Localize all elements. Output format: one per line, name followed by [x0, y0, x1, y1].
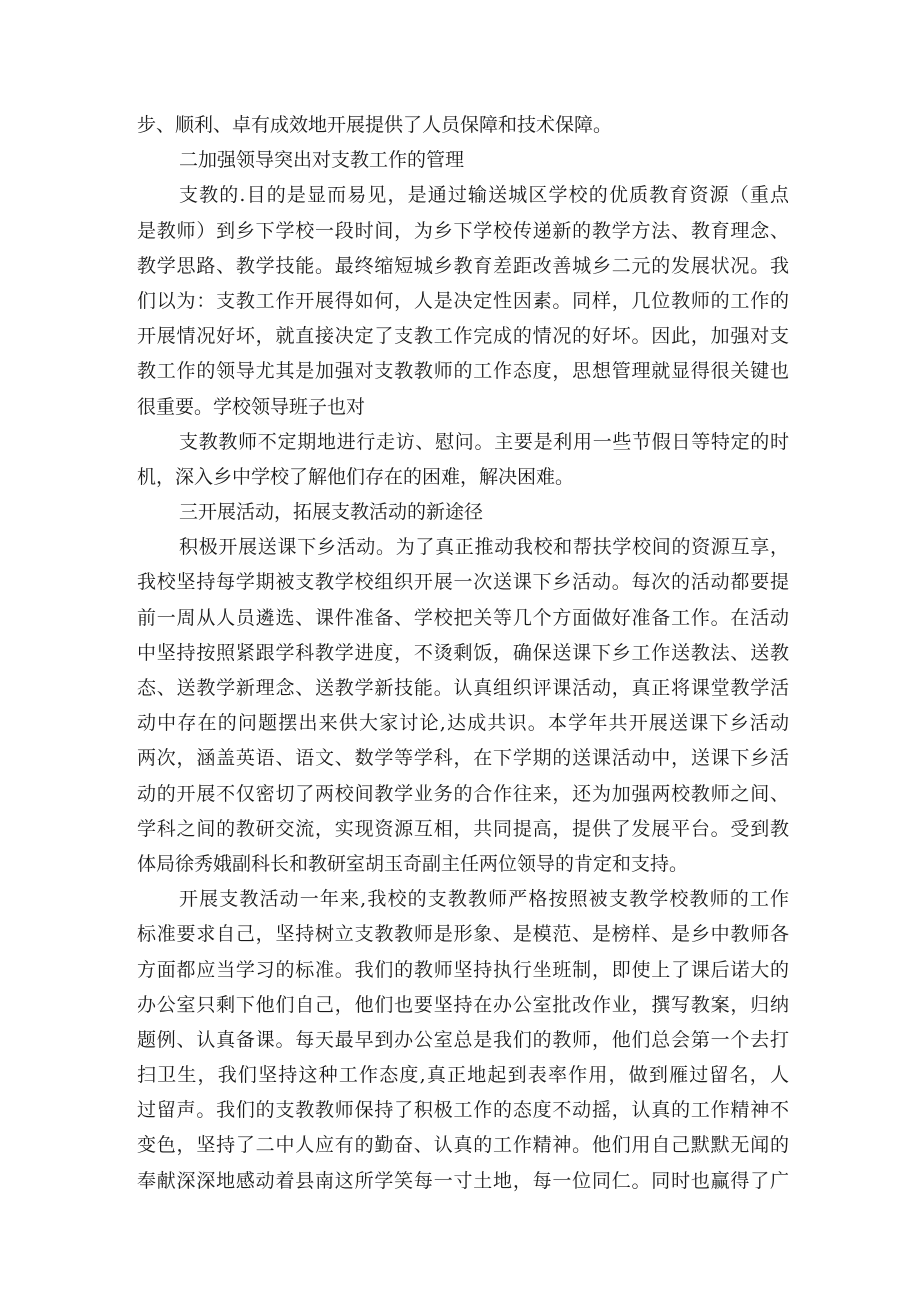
text-line: 机，深入乡中学校了解他们存在的困难，解决困难。: [137, 465, 575, 488]
text-line: 变色，坚持了二中人应有的勤奋、认真的工作精神。他们用自己默默无闻的: [137, 1134, 789, 1157]
text-line: 态、送教学新理念、送教学新技能。认真组织评课活动，真正将课堂教学活: [137, 677, 789, 699]
text-line: 很重要。学校领导班子也对: [137, 395, 366, 418]
document-body: [137, 108, 789, 1199]
text-line: 开展情况好坏，就直接决定了支教工作完成的情况的好坏。因此，加强对支: [137, 325, 789, 348]
text-line: 两次，涵盖英语、语文、数学等学科，在下学期的送课活动中，送课下乡活: [137, 747, 789, 770]
text-line: 教学思路、教学技能。最终缩短城乡教育差距改善城乡二元的发展状况。我: [137, 254, 789, 277]
text-line: 积极开展送课下乡活动。为了真正推动我校和帮扶学校间的资源互享，: [179, 536, 789, 559]
text-line: 方面都应当学习的标准。我们的教师坚持执行坐班制，即使上了课后诺大的: [137, 958, 789, 981]
text-line: 教工作的领导尤其是加强对支教教师的工作态度，思想管理就显得很关键也: [137, 360, 789, 383]
text-line: 支教的.目的是显而易见，是通过输送城区学校的优质教育资源（重点: [179, 184, 789, 207]
text-line: 们以为：支教工作开展得如何，人是决定性因素。同样，几位教师的工作的: [137, 289, 789, 312]
text-line: 奉献深深地感动着县南这所学笑每一寸土地，每一位同仁。同时也赢得了广: [137, 1169, 789, 1192]
text-line: 中坚持按照紧跟学科教学进度，不烫剩饭，确保送课下乡工作送教法、送教: [137, 641, 789, 664]
text-line: 体局徐秀娥副科长和教研室胡玉奇副主任两位领导的肯定和支持。: [137, 852, 689, 875]
text-line: 支教教师不定期地进行走访、慰问。主要是利用一些节假日等特定的时: [179, 430, 789, 453]
text-line: 我校坚持每学期被支教学校组织开展一次送课下乡活动。每次的活动都要提: [137, 571, 789, 594]
text-line: 学科之间的教研交流，实现资源互相，共同提高，提供了发展平台。受到教: [137, 817, 789, 840]
text-line: 二加强领导突出对支教工作的管理: [179, 149, 465, 172]
text-line: 过留声。我们的支教教师保持了积极工作的态度不动摇，认真的工作精神不: [137, 1099, 789, 1122]
text-line: 动的开展不仅密切了两校间教学业务的合作往来，还为加强两校教师之间、: [137, 782, 789, 805]
text-line: 是教师）到乡下学校一段时间，为乡下学校传递新的教学方法、教育理念、: [137, 219, 789, 242]
text-line: 前一周从人员遴选、课件准备、学校把关等几个方面做好准备工作。在活动: [137, 606, 789, 629]
text-line: 动中存在的问题摆出来供大家讨论,达成共识。本学年共开展送课下乡活动: [137, 712, 789, 735]
text-line: 步、顺利、卓有成效地开展提供了人员保障和技术保障。: [137, 114, 613, 136]
text-line: 开展支教活动一年来,我校的支教教师严格按照被支教学校教师的工作: [179, 888, 789, 911]
text-line: 标准要求自己，坚持树立支教教师是形象、是模范、是榜样、是乡中教师各: [137, 923, 789, 946]
text-line: 三开展活动，拓展支教活动的新途径: [179, 501, 484, 524]
text-line: 题例、认真备课。每天最早到办公室总是我们的教师，他们总会第一个去打: [137, 1028, 789, 1051]
text-line: 扫卫生，我们坚持这种工作态度,真正地起到表率作用，做到雁过留名，人: [137, 1064, 789, 1087]
text-line: 办公室只剩下他们自己，他们也要坚持在办公室批改作业，撰写教案，归纳: [137, 993, 789, 1016]
